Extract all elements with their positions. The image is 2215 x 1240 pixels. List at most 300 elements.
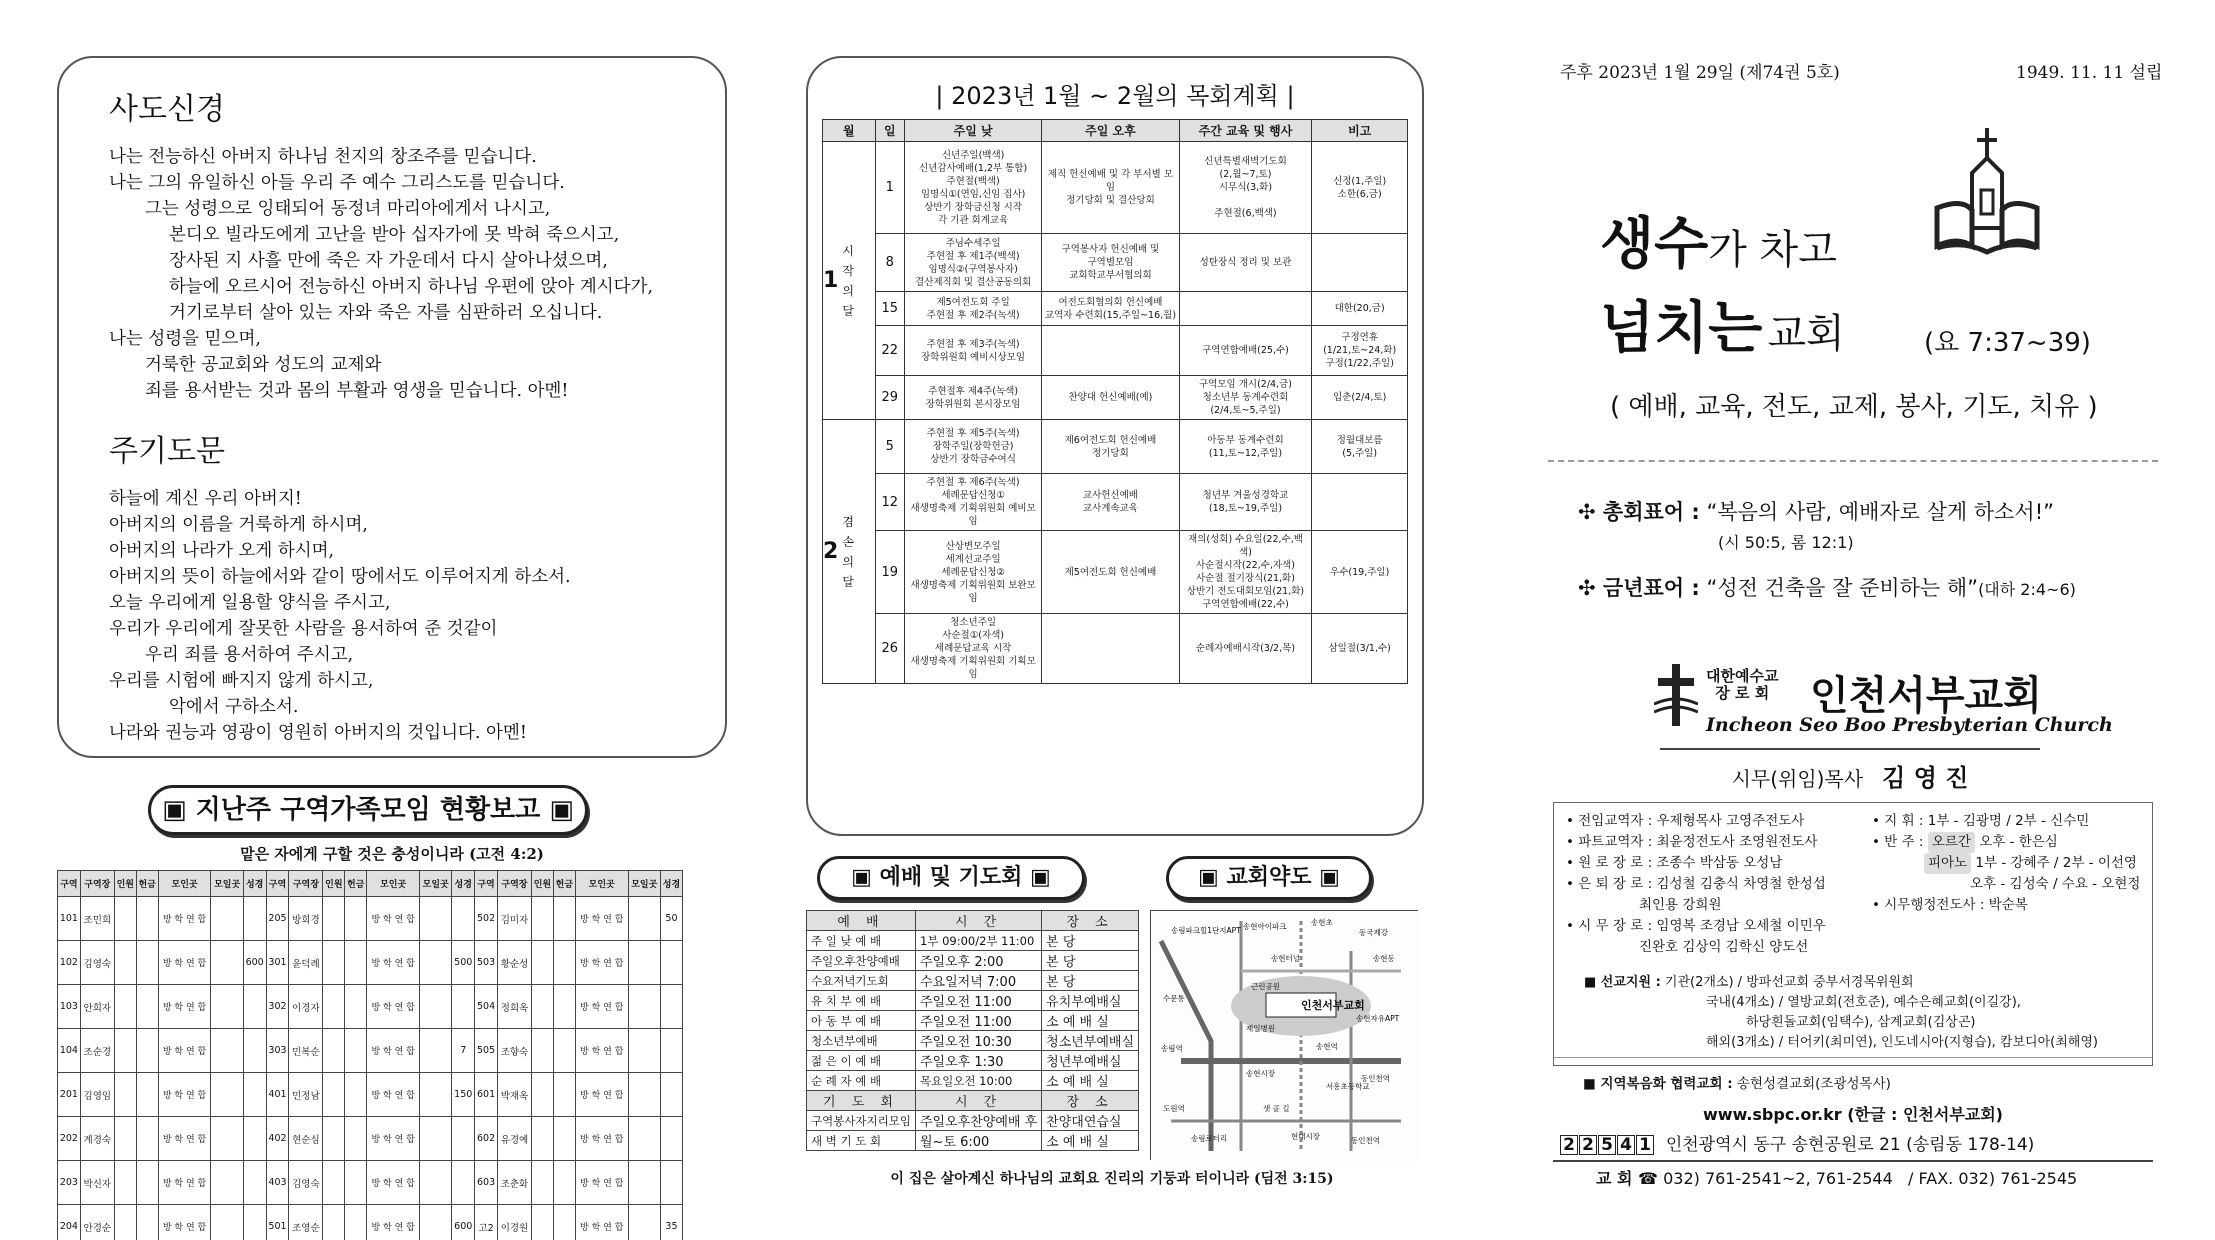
partner-church <box>1583 1072 1891 1092</box>
schedule-cell: 주현절 후 제5주(녹색) 장학주일(장학헌금) 상반기 장학금수여식 <box>904 420 1041 474</box>
partner-label: ■ 지역복음화 협력교회 : <box>1583 1076 1733 1092</box>
report-cell <box>553 1117 575 1161</box>
report-cell <box>136 897 158 941</box>
report-cell <box>553 1161 575 1205</box>
staff-line: • 전임교역자 : 우제형목사 고영주전도사 <box>1566 813 1805 829</box>
map-label: 동국제강 <box>1359 928 1388 937</box>
report-header-cell: 모인곳 <box>158 871 211 897</box>
motto1-text: “복음의 사람, 예배자로 살게 하소서!” <box>1706 500 2055 524</box>
report-cell: 방 학 연 합 <box>367 897 420 941</box>
worship-header-row <box>807 1091 1139 1111</box>
report-cell <box>243 1161 266 1205</box>
report-cell <box>211 1117 243 1161</box>
schedule-cell: 청소년주일 사순절①(자색) 세례문답교육 시작 새생명축제 기획위원회 기획모임 <box>904 614 1041 684</box>
schedule-cell: 산상변모주일 세계선교주일 세례문답신청② 새생명축제 기획위원회 보완모임 <box>904 531 1041 614</box>
schedule-box <box>806 56 1424 836</box>
creed-line: 하늘에 오르시어 전능하신 아버지 하나님 우편에 앉아 계시다가, <box>169 277 654 297</box>
map-label: 샛 골 길 <box>1263 1104 1290 1113</box>
report-cell <box>114 1205 136 1240</box>
schedule-cell: 제6여전도회 헌신예배 정기당회 <box>1042 420 1179 474</box>
worship-header-cell: 시 간 <box>915 1091 1041 1111</box>
contact-phone <box>1596 1166 2077 1189</box>
schedule-cell: 주현절 후 제3주(녹색) 장학위원회 예비시상모임 <box>904 326 1041 376</box>
report-cell: 301 <box>266 941 289 985</box>
report-cell: 302 <box>266 985 289 1029</box>
report-cell: 방 학 연 합 <box>575 1205 628 1240</box>
motto2-label: ✣ 금년표어 : <box>1578 576 1700 600</box>
report-cell: 600 <box>452 1205 475 1240</box>
pastor-name: 김 영 진 <box>1882 764 1969 792</box>
staff-line: • 은 퇴 장 로 : 김성철 김충식 차영철 한성섭 <box>1566 876 1826 892</box>
report-cell <box>452 1161 475 1205</box>
report-cell <box>243 1073 266 1117</box>
schedule-cell: 주현절 후 제6주(녹색) 세례문답신청① 새생명축제 기획위원회 예비모임 <box>904 474 1041 531</box>
report-header-cell: 구역 <box>475 871 498 897</box>
schedule-row <box>823 142 1408 234</box>
report-cell <box>628 1073 660 1117</box>
report-cell: 유경예 <box>497 1117 531 1161</box>
worship-cell: 주일오전 10:30 <box>915 1031 1041 1051</box>
slogan-line-1 <box>1600 200 1837 280</box>
staff-line: • 파트교역자 : 최윤정전도사 조영원전도사 <box>1566 834 1818 850</box>
worship-cell: 1부 09:00/2부 11:00 <box>915 931 1041 951</box>
slogan-ref: (요 7:37~39) <box>1924 328 2091 358</box>
creed-line: 장사된 지 사흘 만에 죽은 자 가운데서 다시 살아나셨으며, <box>169 251 608 271</box>
schedule-cell: 신년주일(백색) 신년감사예배(1,2부 통합) 주현절(백색) 임명식①(연임,신임 집사) 상반기 장학금신청 시작 각 기관 회계교육 <box>904 142 1041 234</box>
staff-box <box>1553 802 2153 1066</box>
worship-cell: 청년부예배실 <box>1042 1051 1139 1071</box>
denomination-line-1: 대한예수교 <box>1706 667 1779 685</box>
schedule-cell: 주님수세주일 주현절 후 제1주(백색) 임명식②(구역봉사자) 결산제직회 및 결산공동의회 <box>904 234 1041 292</box>
schedule-body <box>823 142 1408 684</box>
report-row <box>58 1117 683 1161</box>
report-cell: 50 <box>660 897 682 941</box>
report-row <box>58 1205 683 1240</box>
report-cell <box>452 985 475 1029</box>
worship-cell: 젊 은 이 예 배 <box>807 1051 916 1071</box>
staff-list <box>1566 811 1886 958</box>
creed-line: 나는 그의 유일하신 아들 우리 주 예수 그리스도를 믿습니다. <box>109 173 565 193</box>
report-cell: 박신자 <box>80 1161 114 1205</box>
report-cell: 102 <box>58 941 81 985</box>
zip-digit: 2 <box>1579 1135 1597 1155</box>
report-cell <box>452 1117 475 1161</box>
report-cell <box>136 1205 158 1240</box>
denomination-line-2: 장 로 회 <box>1715 684 1770 702</box>
report-cell: 방 학 연 합 <box>575 1029 628 1073</box>
report-row <box>58 1029 683 1073</box>
report-cell: 이경원 <box>497 1205 531 1240</box>
worship-row <box>807 971 1139 991</box>
address <box>1560 1130 2034 1155</box>
report-cell <box>211 1161 243 1205</box>
map-label: 송현자유APT <box>1356 1014 1400 1023</box>
report-cell <box>531 941 553 985</box>
piano-tag: 피아노 <box>1924 853 1971 874</box>
creed-line: 죄를 용서받는 것과 몸의 부활과 영생을 믿습니다. 아멘! <box>145 381 569 401</box>
schedule-cell: 우수(19,주일) <box>1312 531 1408 614</box>
report-cell: 방 학 연 합 <box>158 985 211 1029</box>
report-verse: 맡은 자에게 구할 것은 충성이니라 (고전 4:2) <box>240 845 544 863</box>
creed-line: 나는 성령을 믿으며, <box>109 329 261 349</box>
mission-line: 기관(2개소) / 방파선교회 중부서경목위원회 <box>1664 975 1914 990</box>
report-cell: 103 <box>58 985 81 1029</box>
music-staff <box>1872 811 2152 916</box>
divider <box>1548 460 2158 462</box>
map-label: 송현역 <box>1316 1042 1338 1051</box>
report-cell: 방 학 연 합 <box>367 1073 420 1117</box>
schedule-cell: 구정연휴 (1/21,토~24,화) 구정(1/22,주일) <box>1312 326 1408 376</box>
worship-cell: 주일오후 2:00 <box>915 951 1041 971</box>
worship-header-cell: 장 소 <box>1042 1091 1139 1111</box>
organ-tag: 오르간 <box>1928 832 1975 853</box>
prayer-line: 아버지의 이름을 거룩하게 하시며, <box>109 515 368 535</box>
established-date: 1949. 11. 11 설립 <box>2016 63 2163 83</box>
website-url[interactable]: www.sbpc.or.kr <box>1703 1105 1842 1124</box>
worship-cell: 구역봉사자지리모임 <box>807 1111 916 1131</box>
report-cell <box>323 941 345 985</box>
report-cell <box>628 1205 660 1240</box>
report-cell <box>323 1205 345 1240</box>
prayer-line: 아버지의 나라가 오게 하시며, <box>109 541 335 561</box>
report-cell: 이경자 <box>289 985 323 1029</box>
piano-names-1: 1부 - 강혜주 / 2부 - 이선영 <box>1975 855 2137 871</box>
report-cell <box>660 1161 682 1205</box>
schedule-row <box>823 614 1408 684</box>
admin-evangelist: • 시무행정전도사 : 박순복 <box>1872 897 2028 913</box>
report-header-cell: 구역 <box>58 871 81 897</box>
schedule-row <box>823 292 1408 326</box>
worship-cell: 본 당 <box>1042 971 1139 991</box>
accompanist-organ <box>1872 832 2152 853</box>
map-label: 송현초 <box>1311 918 1333 927</box>
church-logo-icon <box>1654 664 1698 730</box>
prayer-line: 나라와 권능과 영광이 영원히 아버지의 것입니다. 아멘! <box>109 723 527 743</box>
report-cell <box>420 985 452 1029</box>
report-row <box>58 897 683 941</box>
worship-row <box>807 1111 1139 1131</box>
worship-cell: 청소년부예배실 <box>1042 1031 1139 1051</box>
schedule-header-cell: 비고 <box>1312 120 1408 142</box>
report-header-cell: 구역장 <box>497 871 531 897</box>
report-header-cell: 구역장 <box>289 871 323 897</box>
report-cell <box>660 985 682 1029</box>
report-cell: 방 학 연 합 <box>575 897 628 941</box>
creed-prayer-box <box>57 56 727 758</box>
senior-pastor <box>1660 748 2040 793</box>
report-cell <box>531 1073 553 1117</box>
report-cell: 방 학 연 합 <box>367 1161 420 1205</box>
worship-cell: 월~토 6:00 <box>915 1131 1041 1151</box>
map-label: 송현동 <box>1373 954 1395 963</box>
report-cell: 조춘화 <box>497 1161 531 1205</box>
report-cell <box>243 897 266 941</box>
report-cell: 안희자 <box>80 985 114 1029</box>
worship-cell: 청소년부예배 <box>807 1031 916 1051</box>
creed-line: 나는 전능하신 아버지 하나님 천지의 창조주를 믿습니다. <box>109 147 537 167</box>
report-header-row <box>58 871 683 897</box>
schedule-cell <box>1312 234 1408 292</box>
report-cell <box>323 985 345 1029</box>
schedule-day: 19 <box>875 531 904 614</box>
map-label: 동인천역 <box>1361 1074 1390 1083</box>
church-values: ( 예배, 교육, 전도, 교제, 봉사, 기도, 치유 ) <box>1610 392 2098 422</box>
report-cell: 402 <box>266 1117 289 1161</box>
schedule-header-cell: 주일 오후 <box>1042 120 1179 142</box>
report-row <box>58 1073 683 1117</box>
schedule-cell: 주현절후 제4주(녹색) 장학위원회 본시장모임 <box>904 376 1041 420</box>
report-cell <box>452 897 475 941</box>
prayer-line: 우리를 시험에 빠지지 않게 하시고, <box>109 671 374 691</box>
report-cell <box>660 1117 682 1161</box>
worship-cell: 본 당 <box>1042 931 1139 951</box>
schedule-cell: 구역봉사자 헌신예배 및 구역별모임 교회학교부서협의회 <box>1042 234 1179 292</box>
map-label: 송현아이파크 <box>1243 922 1287 931</box>
schedule-header-cell: 주일 낮 <box>904 120 1041 142</box>
schedule-header-cell: 월 <box>823 120 876 142</box>
website-note: (한글 : 인천서부교회) <box>1847 1105 2003 1124</box>
report-cell <box>114 941 136 985</box>
report-cell <box>136 941 158 985</box>
worship-cell: 소 예 배 실 <box>1042 1071 1139 1091</box>
report-header-cell: 성경 <box>243 871 266 897</box>
worship-row <box>807 1031 1139 1051</box>
report-body <box>58 897 683 1240</box>
mission-line: 국내(4개소) / 열방교회(전호준), 예수은혜교회(이길강), <box>1706 995 2021 1010</box>
report-cell: 김영숙 <box>289 1161 323 1205</box>
schedule-cell: 아동부 동계수련회 (11,토~12,주일) <box>1179 420 1312 474</box>
report-cell <box>323 1117 345 1161</box>
map-label: 송현터널 <box>1271 954 1300 963</box>
worship-row <box>807 1131 1139 1151</box>
mission-support <box>1584 973 2144 1053</box>
schedule-day: 1 <box>875 142 904 234</box>
map-label: 송현시장 <box>1246 1069 1275 1078</box>
report-cell <box>628 1161 660 1205</box>
prayer-title: 주기도문 <box>109 434 225 469</box>
schedule-cell: 여전도회협의회 헌신예배 교역자 수련회(15,주일~16,월) <box>1042 292 1179 326</box>
staff-line: 최인용 강희원 <box>1566 897 1722 913</box>
worship-cell: 순 례 자 예 배 <box>807 1071 916 1091</box>
motto1-ref: (시 50:5, 롬 12:1) <box>1718 533 1854 552</box>
report-cell: 조영순 <box>289 1205 323 1240</box>
report-header-cell: 구역 <box>266 871 289 897</box>
report-cell <box>553 1205 575 1240</box>
motto1-label: ✣ 총회표어 : <box>1578 500 1700 524</box>
church-bible-icon <box>1932 128 2042 262</box>
report-cell <box>420 1205 452 1240</box>
schedule-cell <box>1312 474 1408 531</box>
worship-header-row <box>807 911 1139 931</box>
report-header-cell: 모일곳 <box>211 871 243 897</box>
report-cell: 고2 <box>475 1205 498 1240</box>
report-header-cell: 성경 <box>660 871 682 897</box>
schedule-cell: 삼일절(3/1,수) <box>1312 614 1408 684</box>
report-cell <box>136 1161 158 1205</box>
creed-line: 거기로부터 살아 있는 자와 죽은 자를 심판하러 오십니다. <box>169 303 603 323</box>
report-cell: 방 학 연 합 <box>575 985 628 1029</box>
schedule-cell: 구역모임 개시(2/4,금) 청소년부 동계수련회 (2/4,토~5,주일) <box>1179 376 1312 420</box>
worship-cell: 주일오전 11:00 <box>915 1011 1041 1031</box>
report-cell: 201 <box>58 1073 81 1117</box>
report-cell <box>553 941 575 985</box>
schedule-cell <box>1042 614 1179 684</box>
report-cell: 방 학 연 합 <box>367 941 420 985</box>
month-name: 시 작 의 달 <box>842 243 854 318</box>
slogan2-big: 넘치는 <box>1600 296 1763 361</box>
report-cell: 204 <box>58 1205 81 1240</box>
zip-digit: 4 <box>1617 1135 1635 1155</box>
report-cell <box>553 897 575 941</box>
conductor: • 지 휘 : 1부 - 김광명 / 2부 - 신수민 <box>1872 813 2090 829</box>
report-cell <box>628 985 660 1029</box>
report-cell: 7 <box>452 1029 475 1073</box>
report-cell <box>136 1029 158 1073</box>
worship-cell: 주일오전 11:00 <box>915 991 1041 1011</box>
report-cell: 35 <box>660 1205 682 1240</box>
report-header-cell: 모일곳 <box>628 871 660 897</box>
accompanist-label: • 반 주 : <box>1872 834 1924 850</box>
zip-digit: 1 <box>1636 1135 1654 1155</box>
mission-label: ■ 선교지원 : <box>1584 975 1661 990</box>
creed-line: 거룩한 공교회와 성도의 교제와 <box>145 355 382 375</box>
slogan1-small: 가 차고 <box>1708 227 1837 273</box>
issue-date: 주후 2023년 1월 29일 (제74권 5호) <box>1560 63 1840 83</box>
report-cell <box>211 941 243 985</box>
prayer-line: 오늘 우리에게 일용할 양식을 주시고, <box>109 593 391 613</box>
report-cell: 방 학 연 합 <box>158 1117 211 1161</box>
slogan-line-2 <box>1600 284 1845 364</box>
worship-row <box>807 1051 1139 1071</box>
creed-line: 그는 성령으로 잉태되어 동정녀 마리아에게서 나시고, <box>145 199 551 219</box>
phone-label: 교 회 ☎ <box>1596 1169 1658 1188</box>
report-cell: 602 <box>475 1117 498 1161</box>
report-header-cell: 헌금 <box>345 871 367 897</box>
report-row <box>58 985 683 1029</box>
prayer-line: 우리가 우리에게 잘못한 사람을 용서하여 준 것같이 <box>109 619 498 639</box>
report-cell <box>345 941 367 985</box>
report-cell: 505 <box>475 1029 498 1073</box>
report-row <box>58 941 683 985</box>
report-cell: 방 학 연 합 <box>158 941 211 985</box>
report-cell: 방 학 연 합 <box>158 1029 211 1073</box>
piano-names-2: 오후 - 김성숙 / 수요 - 오현정 <box>1970 876 2141 892</box>
map-title: ▣ 교회약도 ▣ <box>1166 856 1372 900</box>
worship-cell: 주일오후찬양예배 <box>807 951 916 971</box>
report-cell: 방희경 <box>289 897 323 941</box>
report-cell: 황순성 <box>497 941 531 985</box>
schedule-header-row <box>823 120 1408 142</box>
report-cell <box>553 1029 575 1073</box>
schedule-cell: 정월대보름 (5,주일) <box>1312 420 1408 474</box>
worship-cell: 주일오후 1:30 <box>915 1051 1041 1071</box>
report-cell <box>345 985 367 1029</box>
report-header-cell: 모인곳 <box>575 871 628 897</box>
report-cell: 박재옥 <box>497 1073 531 1117</box>
report-cell <box>136 1117 158 1161</box>
report-header-cell: 모인곳 <box>367 871 420 897</box>
schedule-day: 22 <box>875 326 904 376</box>
schedule-cell: 순례자예배시작(3/2,목) <box>1179 614 1312 684</box>
report-cell <box>114 1161 136 1205</box>
report-cell: 방 학 연 합 <box>575 1117 628 1161</box>
worship-row <box>807 1071 1139 1091</box>
report-cell: 401 <box>266 1073 289 1117</box>
map-label: 동인천역 <box>1351 1136 1380 1145</box>
prayer-text <box>109 486 675 746</box>
report-cell: 202 <box>58 1117 81 1161</box>
schedule-cell: 제5여전도회 헌신예배 <box>1042 531 1179 614</box>
schedule-row <box>823 531 1408 614</box>
report-cell <box>420 1161 452 1205</box>
schedule-day: 26 <box>875 614 904 684</box>
report-cell <box>553 985 575 1029</box>
report-header-cell: 인원 <box>114 871 136 897</box>
map-label: 송림로터리 <box>1191 1134 1228 1143</box>
report-cell <box>531 897 553 941</box>
schedule-cell: 대한(20,금) <box>1312 292 1408 326</box>
report-cell <box>243 985 266 1029</box>
divider <box>1553 1160 2153 1162</box>
report-cell <box>628 1117 660 1161</box>
report-cell: 방 학 연 합 <box>367 985 420 1029</box>
report-cell <box>211 985 243 1029</box>
schedule-day: 29 <box>875 376 904 420</box>
report-header-cell: 헌금 <box>136 871 158 897</box>
report-cell: 김미자 <box>497 897 531 941</box>
report-cell <box>628 1029 660 1073</box>
report-cell: 101 <box>58 897 81 941</box>
map-label: 근린공원 <box>1251 982 1280 991</box>
report-cell <box>420 941 452 985</box>
schedule-title: | 2023년 1월 ~ 2월의 목회계획 | <box>935 82 1295 110</box>
report-cell <box>211 1029 243 1073</box>
month-number: 1 <box>823 268 839 293</box>
report-cell: 조순경 <box>80 1029 114 1073</box>
worship-cell: 본 당 <box>1042 951 1139 971</box>
report-cell: 601 <box>475 1073 498 1117</box>
report-cell: 503 <box>475 941 498 985</box>
map-label: 서흥초등학교 <box>1326 1082 1370 1091</box>
report-header-cell: 모일곳 <box>420 871 452 897</box>
report-cell: 방 학 연 합 <box>158 897 211 941</box>
report-cell <box>660 941 682 985</box>
schedule-row <box>823 474 1408 531</box>
prayer-line: 하늘에 계신 우리 아버지! <box>109 489 302 509</box>
report-cell <box>420 1073 452 1117</box>
report-table <box>57 870 683 1240</box>
schedule-row <box>823 420 1408 474</box>
worship-cell: 유 치 부 예 배 <box>807 991 916 1011</box>
report-cell <box>531 985 553 1029</box>
creed-title: 사도신경 <box>109 92 225 127</box>
report-cell: 안경순 <box>80 1205 114 1240</box>
motto2-ref: (대하 2:4~6) <box>1978 580 2076 599</box>
report-header-cell: 성경 <box>452 871 475 897</box>
report-cell <box>243 1117 266 1161</box>
month-number: 2 <box>823 539 839 564</box>
map-label: 수문통 <box>1163 994 1185 1003</box>
map-label: 인천서부교회 <box>1301 999 1365 1012</box>
report-cell: 603 <box>475 1161 498 1205</box>
report-cell <box>420 1029 452 1073</box>
slogan1-big: 생수 <box>1600 212 1709 277</box>
worship-header-cell: 기 도 회 <box>807 1091 916 1111</box>
church-english-name: Incheon Seo Boo Presbyterian Church <box>1706 714 2113 736</box>
staff-line: • 시 무 장 로 : 임영복 조경남 오세철 이민우 <box>1566 918 1826 934</box>
schedule-cell: 제5여전도회 주일 주현절 후 제2주(녹색) <box>904 292 1041 326</box>
church-name: 인천서부교회 <box>1810 673 2042 719</box>
